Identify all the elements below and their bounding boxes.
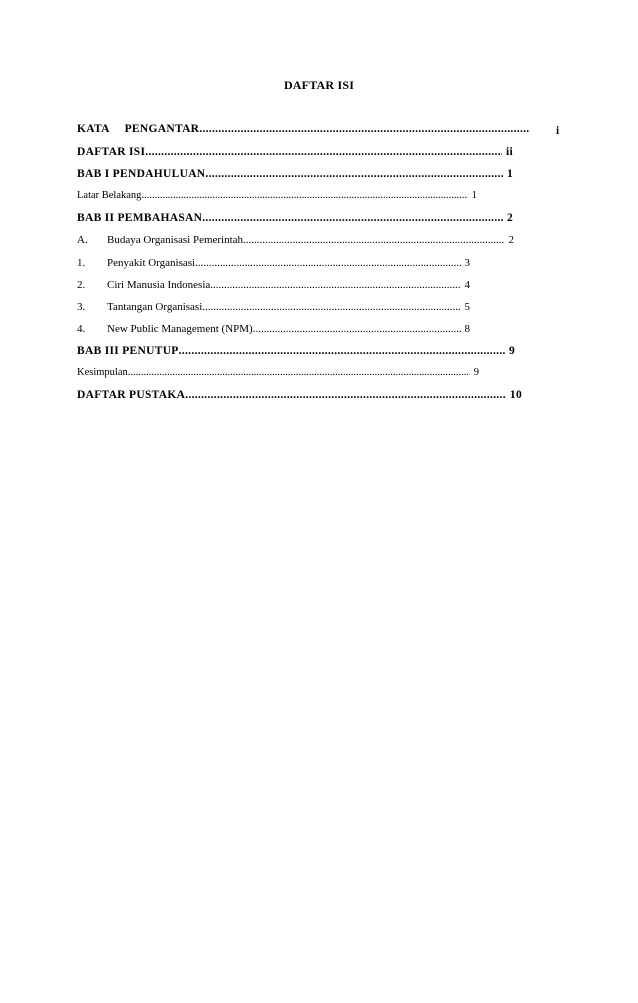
toc-label: Budaya Organisasi Pemerintah (107, 234, 244, 246)
toc-entry-bab-iii[interactable] (77, 342, 515, 360)
toc-page-number: 1 (471, 190, 477, 201)
toc-label: PENGANTAR (124, 123, 200, 135)
toc-page-number: i (556, 125, 560, 137)
toc-label: Kesimpulan (77, 367, 128, 378)
toc-entry-tantangan-organisasi[interactable] (77, 298, 470, 316)
toc-page-number: 10 (509, 389, 522, 401)
dot-leader (202, 298, 460, 316)
dot-leader (202, 209, 503, 227)
toc-page-number: 4 (464, 279, 470, 291)
toc-page-number: 1 (506, 168, 513, 180)
toc-entry-daftar-isi[interactable] (77, 143, 513, 161)
dot-leader (195, 254, 460, 272)
toc-entry-bab-i[interactable] (77, 165, 513, 183)
dot-leader (185, 386, 506, 404)
dot-leader (253, 320, 461, 338)
toc-entry-bab-ii[interactable] (77, 209, 513, 227)
toc-page-number: ii (506, 146, 513, 158)
dot-leader (179, 342, 505, 360)
toc-page-number: 9 (473, 367, 479, 378)
dot-leader (141, 187, 467, 205)
toc-entry-kesimpulan[interactable] (77, 364, 479, 382)
toc-label: Latar Belakang (77, 190, 142, 201)
dot-leader (243, 231, 504, 249)
dot-leader (128, 364, 470, 382)
toc-page-number: 8 (464, 323, 470, 335)
toc-number: 1. (77, 257, 86, 269)
toc-label: Ciri Manusia Indonesia (107, 279, 211, 291)
toc-entry-latar-belakang[interactable] (77, 187, 477, 205)
dot-leader (210, 276, 460, 294)
page-title: DAFTAR ISI (283, 78, 355, 92)
toc-number: A. (77, 234, 88, 246)
dot-leader (199, 120, 530, 138)
toc-entry-budaya-organisasi[interactable] (77, 231, 514, 249)
toc-entry-npm[interactable] (77, 320, 470, 338)
toc-label: Tantangan Organisasi (107, 301, 203, 313)
toc-number: 2. (77, 279, 86, 291)
dot-leader (205, 165, 503, 183)
toc-page-number: 9 (508, 345, 515, 357)
toc-page-number: 5 (464, 301, 470, 313)
toc-number: 3. (77, 301, 86, 313)
dot-leader (145, 143, 502, 161)
toc-page-number: 2 (508, 234, 514, 246)
toc-label: Penyakit Organisasi (107, 257, 196, 269)
toc-entry-penyakit-organisasi[interactable] (77, 254, 470, 272)
toc-number: 4. (77, 323, 86, 335)
toc-label: BAB II PEMBAHASAN (77, 212, 203, 224)
toc-page-number: 3 (464, 257, 470, 269)
toc-entry-kata-pengantar[interactable] (77, 120, 532, 138)
toc-label: New Public Management (NPM) (107, 323, 253, 335)
toc-label: BAB III PENUTUP (77, 345, 179, 357)
toc-label: KATA (77, 123, 110, 135)
toc-page-number: 2 (506, 212, 513, 224)
toc-label: DAFTAR PUSTAKA (77, 389, 186, 401)
toc-entry-ciri-manusia[interactable] (77, 276, 470, 294)
toc-label: BAB I PENDAHULUAN (77, 168, 206, 180)
toc-label: DAFTAR ISI (77, 146, 146, 158)
toc-entry-daftar-pustaka[interactable] (77, 386, 522, 404)
